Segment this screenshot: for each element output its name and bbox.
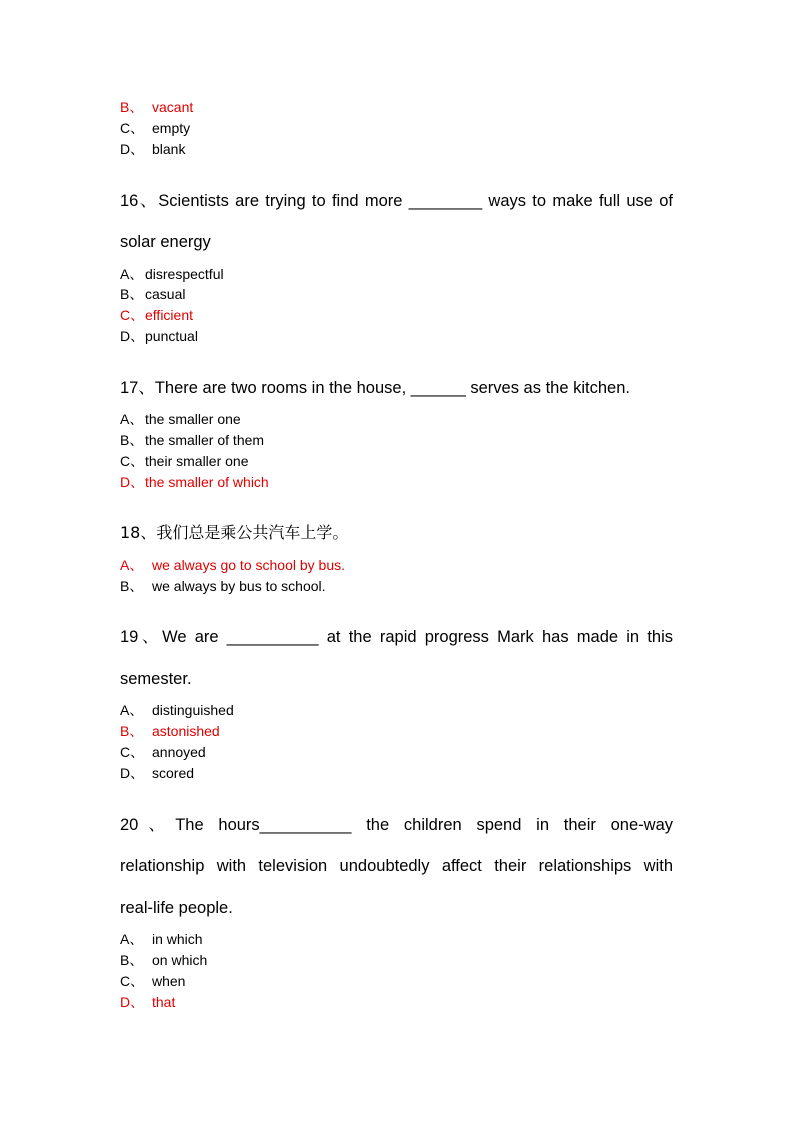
q16-option-b: B、 casual (120, 286, 186, 302)
q19-option-d: D、 scored (120, 765, 195, 781)
q15-option-c: C、 empty (120, 120, 191, 136)
q18-option-a: A、 we always go to school by bus. (120, 557, 345, 573)
q19-stem-line2: semester. (120, 670, 192, 688)
q20-stem-line3: real-life people. (120, 899, 233, 917)
q15-option-d: D、 blank (120, 141, 186, 157)
q16-option-d: D、punctual (120, 328, 198, 344)
q16-option-a: A、 disrespectful (120, 266, 224, 282)
q20-option-d: D、 that (120, 994, 176, 1010)
q20-stem-line2: relationship with television undoubtedly affect their relationships with (120, 857, 673, 875)
q20-option-a: A、 in which (120, 931, 203, 947)
q15-option-b: B、 vacant (120, 99, 194, 115)
q16-option-c: C、efficient (120, 307, 193, 323)
q19-option-c: C、 annoyed (120, 744, 206, 760)
q19-option-b: B、 astonished (120, 723, 220, 739)
q17-option-c: C、their smaller one (120, 453, 249, 469)
q19-stem-line1: 19、We are __________ at the rapid progress Mark has made in this (120, 628, 673, 646)
q18-option-b: B、 we always by bus to school. (120, 578, 326, 594)
q19-option-a: A、 distinguished (120, 702, 234, 718)
q16-stem-line1: 16、Scientists are trying to find more ________ ways to make full use of (120, 192, 673, 210)
q16-stem-line2: solar energy (120, 233, 211, 251)
q17-option-d: D、the smaller of which (120, 474, 269, 490)
q17-stem: 17、There are two rooms in the house, ______ serves as the kitchen. (120, 379, 630, 397)
q17-option-b: B、 the smaller of them (120, 432, 265, 448)
q18-stem: 18、我们总是乘公共汽车上学。 (120, 523, 349, 542)
q20-option-b: B、 on which (120, 952, 208, 968)
q17-option-a: A、 the smaller one (120, 411, 241, 427)
q20-stem-line1: 20、The hours__________ the children spend in their one-way (120, 816, 673, 834)
q20-option-c: C、 when (120, 973, 186, 989)
